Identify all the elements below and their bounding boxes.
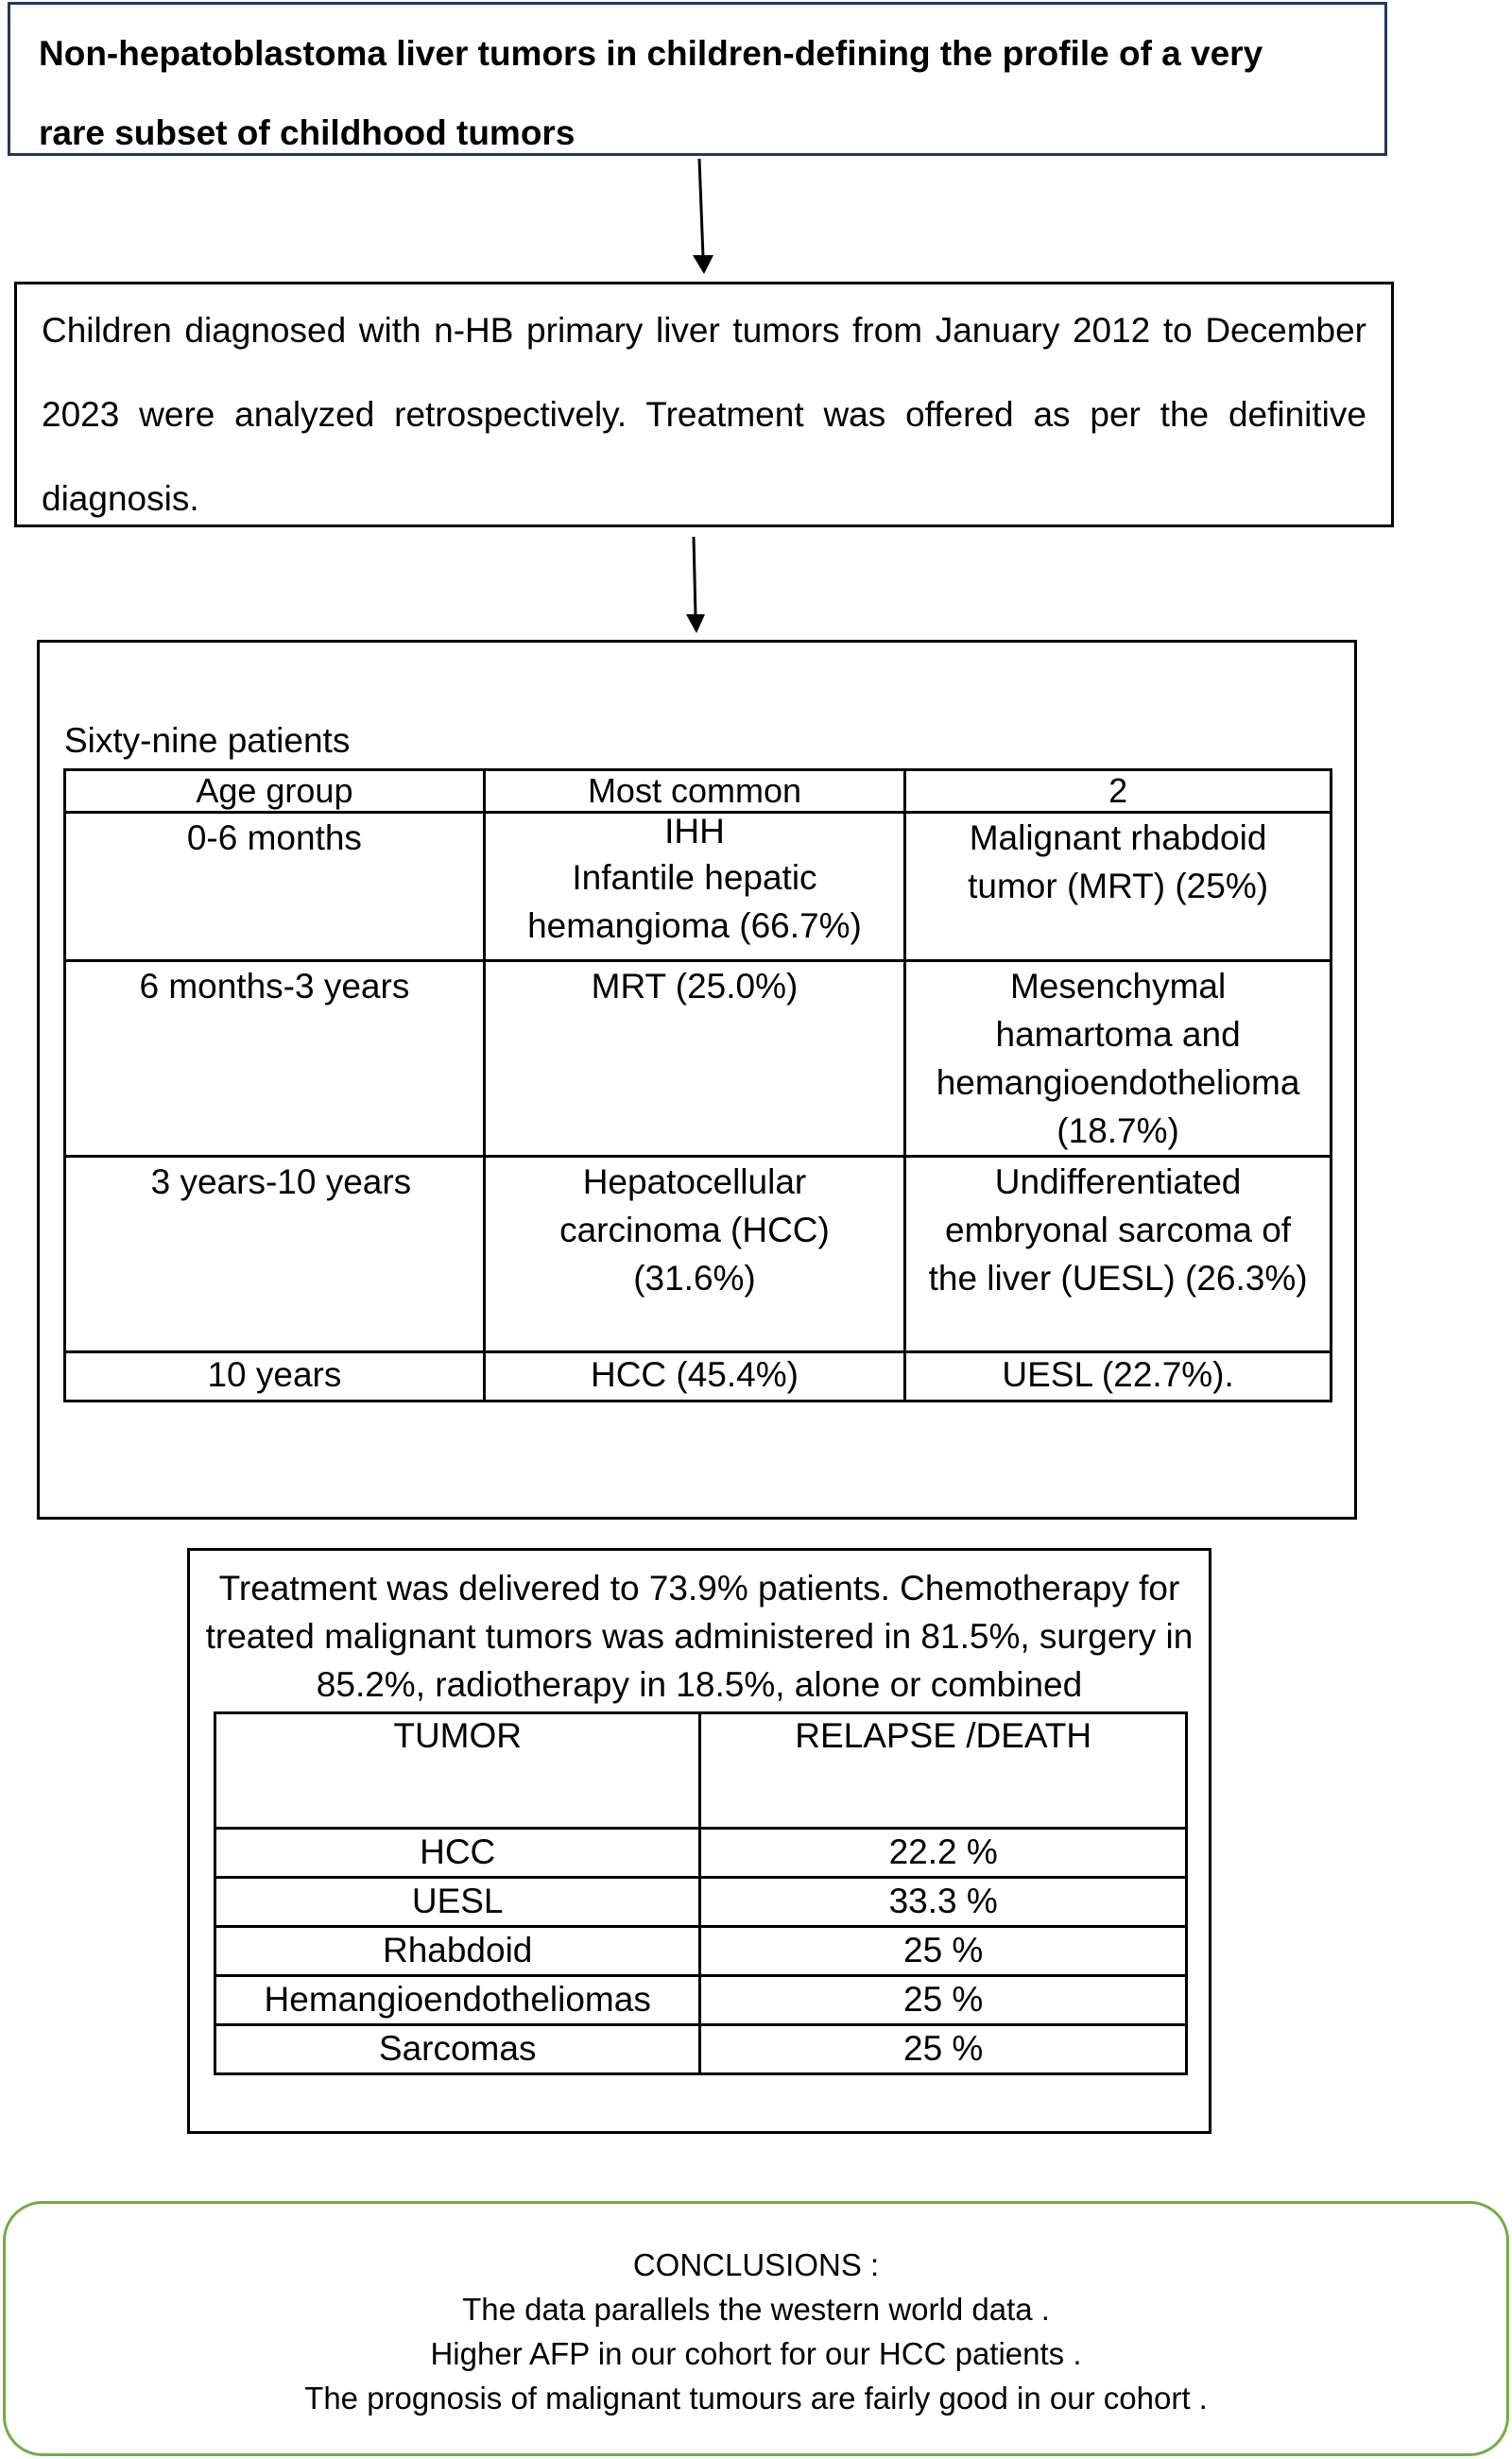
age-cell: 6 months-3 years [65, 961, 485, 1157]
age-cell: 0-6 months [65, 813, 485, 961]
conclusions-heading: CONCLUSIONS : [632, 2247, 880, 2282]
header-relapse-death: RELAPSE /DEATH [700, 1713, 1187, 1829]
conclusions-box [3, 2201, 1509, 2456]
table-row [215, 1976, 1187, 2025]
arrowhead-1 [693, 255, 713, 274]
table-row [215, 1829, 1187, 1878]
header-second: 2 [905, 770, 1332, 813]
table-row [215, 2025, 1187, 2074]
table-row [65, 1157, 1332, 1352]
most-common-full: Infantile hepatic hemangioma (66.7%) [527, 858, 862, 945]
tumor-cell: Sarcomas [215, 2025, 700, 2074]
most-common-cell: Hepatocellular carcinoma (HCC) (31.6%) [484, 1157, 904, 1352]
patients-box [37, 640, 1357, 1520]
table-row [215, 1878, 1187, 1927]
tumor-cell: Hemangioendotheliomas [215, 1976, 700, 2025]
relapse-table [214, 1711, 1188, 2075]
methods-box [14, 282, 1394, 527]
rate-cell: 25 % [700, 1927, 1187, 1976]
table-header-row [215, 1713, 1187, 1829]
conclusion-line: The data parallels the western world data . [462, 2292, 1050, 2327]
header-age-group: Age group [65, 770, 485, 813]
tumor-cell: Rhabdoid [215, 1927, 700, 1976]
header-tumor: TUMOR [215, 1713, 700, 1829]
rate-cell: 25 % [700, 2025, 1187, 2074]
age-cell: 10 years [65, 1352, 485, 1401]
table-row [65, 813, 1332, 961]
treatment-text: Treatment was delivered to 73.9% patients. Chemotherapy for treated malignant tumors was administered in 81.5%, surgery in 85.2%, radiotherapy in 18.5%, alone or combined [205, 1569, 1194, 1704]
arrow-methods-to-patients [694, 537, 696, 616]
table-header-row [65, 770, 1332, 813]
methods-text: Children diagnosed with n-HB primary liver tumors from January 2012 to December 2023 were analyzed retrospectively. Treatment was offered as per the definitive diagnosis. [42, 311, 1366, 518]
tumor-cell: HCC [215, 1829, 700, 1878]
rate-cell: 22.2 % [700, 1829, 1187, 1878]
arrowhead-2 [686, 614, 705, 633]
second-cell: Malignant rhabdoid tumor (MRT) (25%) [905, 813, 1332, 961]
second-cell: Mesenchymal hamartoma and hemangioendothelioma (18.7%) [905, 961, 1332, 1157]
table-row [65, 961, 1332, 1157]
most-common-cell: HCC (45.4%) [484, 1352, 904, 1401]
treatment-box [187, 1548, 1211, 2134]
rate-cell: 25 % [700, 1976, 1187, 2025]
conclusion-line: Higher AFP in our cohort for our HCC patients . [430, 2336, 1082, 2371]
age-cell: 3 years-10 years [65, 1157, 485, 1352]
age-group-table [63, 768, 1332, 1402]
patients-label: Sixty-nine patients [64, 721, 351, 760]
second-cell: UESL (22.7%). [905, 1352, 1332, 1401]
title-box [8, 2, 1387, 156]
title-line-1: Non-hepatoblastoma liver tumors in children-defining the profile of a very [39, 34, 1263, 73]
most-common-cell [484, 813, 904, 961]
second-cell: Undifferentiated embryonal sarcoma of the liver (UESL) (26.3%) [905, 1157, 1332, 1352]
table-row [65, 1352, 1332, 1401]
conclusion-line: The prognosis of malignant tumours are fairly good in our cohort . [304, 2381, 1208, 2416]
tumor-cell: UESL [215, 1878, 700, 1927]
table-row [215, 1927, 1187, 1976]
rate-cell: 33.3 % [700, 1878, 1187, 1927]
most-common-cell: MRT (25.0%) [484, 961, 904, 1157]
header-most-common: Most common [484, 770, 904, 813]
most-common-abbrev: IHH [664, 812, 725, 851]
title-line-2: rare subset of childhood tumors [39, 113, 576, 152]
